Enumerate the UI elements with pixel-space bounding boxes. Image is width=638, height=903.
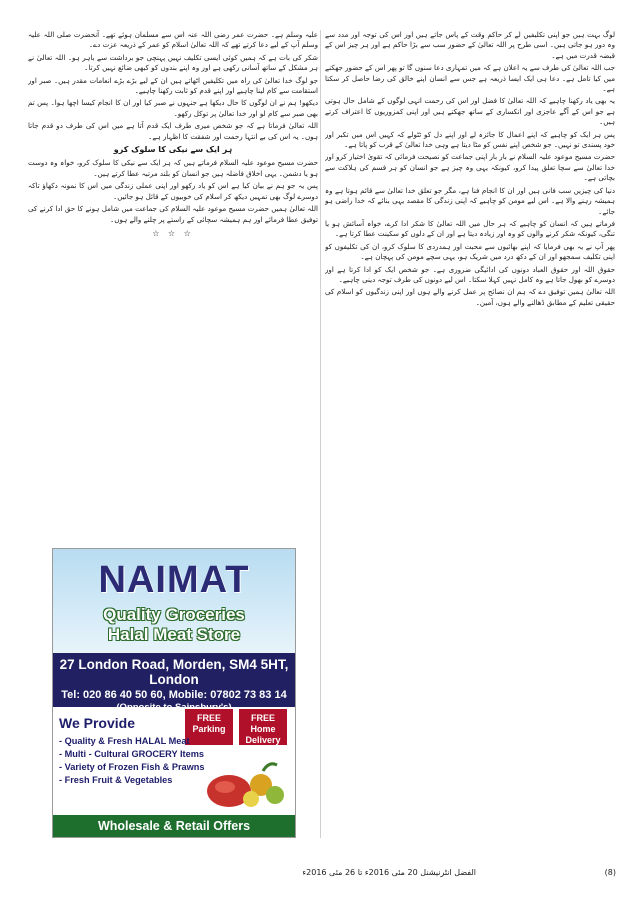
ad-tagline-meat-store: Halal Meat Store: [107, 625, 241, 644]
column-divider: [320, 30, 321, 838]
page-footer: [28, 868, 616, 882]
article-paragraph: شکر کی بات ہے کہ ہمیں کوئی ایسی تکلیف نہیں پہنچی جو برداشت سے باہر ہو۔ اللہ تعالیٰ نے ہر مشکل کے ساتھ آسانی رکھی ہے اور وہ اپنے بندوں کو کبھی ضائع نہیں کرتا۔: [28, 52, 318, 73]
article-paragraph: پھر آپ نے یہ بھی فرمایا کہ اپنے بھائیوں سے محبت اور ہمدردی کا سلوک کرو، ان کی تکلیفوں کو اپنی تکلیف سمجھو اور ان کے دکھ درد میں شریک ہو، یہی سچے مومن کی پہچان ہے۔: [325, 241, 615, 262]
ad-tagline-groceries: Quality Groceries: [103, 605, 245, 624]
ad-free-delivery-badge: FREE Home Delivery: [239, 709, 287, 745]
footer-publication-date: الفضل انٹرنیشنل 20 مئی 2016ء تا 26 مئی 2016ء: [302, 868, 476, 877]
ad-services-area: [53, 707, 295, 837]
ad-header-area: [53, 549, 295, 665]
article-paragraph: یہ بھی یاد رکھنا چاہیے کہ اللہ تعالیٰ کا فضل اور اس کی رحمت انہی لوگوں کے شامل حال ہوتی ہے جو اس کے آگے عاجزی اور انکساری کے ساتھ جھکتے ہیں اور اپنی کمزوریوں کا اعتراف کرتے ہیں۔: [325, 96, 615, 127]
page-number: (8): [604, 868, 616, 877]
ad-wholesale-banner: Wholesale & Retail Offers: [53, 815, 295, 837]
article-paragraph: حقوق اللہ اور حقوق العباد دونوں کی ادائیگی ضروری ہے۔ جو شخص ایک کو ادا کرتا ہے اور دوسرے کو بھول جاتا ہے وہ کامل نہیں کہلا سکتا۔ اس لیے دونوں کی طرف توجہ دینی چاہیے۔: [325, 264, 615, 284]
ad-service-item: - Quality & Fresh HALAL Meat: [59, 736, 190, 746]
article-paragraph: جب اللہ تعالیٰ کی طرف سے یہ اعلان ہے کہ میں تمہاری دعا سنوں گا تو پھر اس کے حضور جھکنے میں کیا تامل ہے۔ دعا ہی ایک ایسا ذریعہ ہے جس سے انسان اپنے خالق کی رضا حاصل کر سکتا ہے۔: [325, 63, 615, 94]
end-of-article-stars: ☆ ☆ ☆: [152, 228, 194, 238]
fresh-produce-image: [203, 753, 291, 811]
ad-service-item: - Variety of Frozen Fish & Prawns: [59, 762, 205, 772]
ad-address: 27 London Road, Morden, SM4 5HT, London: [59, 657, 289, 687]
ad-free-parking-badge: FREE Parking: [185, 709, 233, 745]
article-paragraph: اللہ تعالیٰ ہمیں توفیق دے کہ ہم ان نصائح پر عمل کرنے والے ہوں اور اپنی زندگیوں کو اسلام کی حقیقی تعلیم کے مطابق ڈھالنے والے ہوں، آمین۔: [325, 287, 615, 307]
ad-service-item: - Fresh Fruit & Vegetables: [59, 775, 173, 785]
ad-phone: Tel: 020 86 40 50 60, Mobile: 07802 73 83 14: [61, 689, 287, 701]
article-paragraph: لوگ بہت ہیں جو اپنی تکلیفیں لے کر حاکم وقت کے پاس جاتے ہیں اور اس کی توجہ اور مدد سے وہ دور ہو جاتی ہیں۔ اسی طرح پر اللہ تعالیٰ کے حضور سب سے بڑا حاکم ہے اور ہر چیز اس کے قبضہ قدرت میں ہے۔: [325, 30, 615, 60]
article-paragraph: علیہ وسلم ہے۔ حضرت عمر رضی اللہ عنہ اس سے مسلمان ہوئے تھے۔ آنحضرت صلی اللہ علیہ وسلم آپ کے لیے دعا کرتے تھے کہ اللہ تعالیٰ اسلام کو عمر کے ذریعہ عزت دے۔: [28, 30, 318, 50]
ad-brand-name: NAIMAT: [98, 559, 250, 601]
section-heading: ہر ایک سے نیکی کا سلوک کرو: [113, 145, 233, 155]
ad-we-provide-label: We Provide: [59, 715, 135, 731]
ad-address-band: [53, 653, 295, 707]
article-paragraph: دنیا کی چیزیں سب فانی ہیں اور ان کا انجام فنا ہے، مگر جو تعلق خدا تعالیٰ سے قائم ہوتا ہے وہ ہمیشہ رہنے والا ہے۔ اس لیے مومن کو چاہیے کہ اپنی زندگی کا مقصد یہی بنائے کہ خدا راضی ہو جائے۔: [325, 185, 615, 216]
article-paragraph: پس ہر ایک کو چاہیے کہ اپنے اعمال کا جائزہ لے اور اپنے دل کو ٹٹولے کہ کہیں اس میں تکبر اور خود پسندی تو نہیں۔ جو شخص اپنے نفس کو مٹا دیتا ہے وہی خدا تعالیٰ کے قرب کو پاتا ہے۔: [325, 129, 615, 150]
article-paragraph: فرماتے ہیں کہ انسان کو چاہیے کہ ہر حال میں اللہ تعالیٰ کا شکر ادا کرے، خواہ آسائش ہو یا تنگی، کیونکہ شکر کرنے والوں کو وہ اور زیادہ دیتا ہے اور ان کے دلوں کو سکینت عطا کرتا ہے۔: [325, 218, 615, 239]
ad-service-item: - Multi - Cultural GROCERY Items: [59, 749, 204, 759]
article-paragraph: پس یہ جو ہم نے بیان کیا ہے اس کو یاد رکھو اور اپنی عملی زندگی میں اس کا نمونہ دکھاؤ تاکہ دوسرے لوگ بھی تمہیں دیکھ کر اسلام کی خوبیوں کے قائل ہو جائیں۔: [28, 181, 318, 201]
article-paragraph: دیکھو! ہم نے ان لوگوں کا حال دیکھا ہے جنہوں نے صبر کیا اور ان کا انجام کیسا اچھا ہوا۔ پس تم بھی صبر سے کام لو اور خدا تعالیٰ پر توکل رکھو۔: [28, 98, 318, 118]
naimat-advertisement: [52, 548, 296, 838]
article-paragraph: حضرت مسیح موعود علیہ السلام فرماتے ہیں کہ ہر ایک سے نیکی کا سلوک کرو، خواہ وہ دوست ہو یا دشمن۔ یہی اخلاق فاضلہ ہیں جو انسان کو بلند مرتبہ عطا کرتے ہیں۔: [28, 158, 318, 178]
left-column: [28, 30, 318, 545]
article-paragraph: اللہ تعالیٰ ہمیں حضرت مسیح موعود علیہ السلام کی جماعت میں شامل ہونے کا حق ادا کرنے کی توفیق عطا فرمائے اور ہم ہمیشہ سچائی کے راستے پر چلنے والے ہوں۔: [28, 204, 318, 224]
article-paragraph: اللہ تعالیٰ فرماتا ہے کہ جو شخص میری طرف ایک قدم آتا ہے میں اس کی طرف دو قدم جاتا ہوں۔ یہ اس کی بے انتہا رحمت اور شفقت کا اظہار ہے۔: [28, 121, 318, 141]
article-paragraph: جو لوگ خدا تعالیٰ کی راہ میں تکلیفیں اٹھاتے ہیں ان کے لیے بڑے بڑے انعامات مقدر ہیں۔ صبر اور استقامت سے کام لینا چاہیے اور اپنے قدم کو ثابت رکھنا چاہیے۔: [28, 75, 318, 96]
right-column: [325, 30, 615, 840]
article-paragraph: حضرت مسیح موعود علیہ السلام نے بار بار اپنی جماعت کو نصیحت فرمائی کہ تقویٰ اختیار کرو اور خدا تعالیٰ سے سچا تعلق پیدا کرو، کیونکہ یہی وہ چیز ہے جو انسان کو ہر قسم کی ہلاکت سے بچاتی ہے۔: [325, 152, 615, 183]
